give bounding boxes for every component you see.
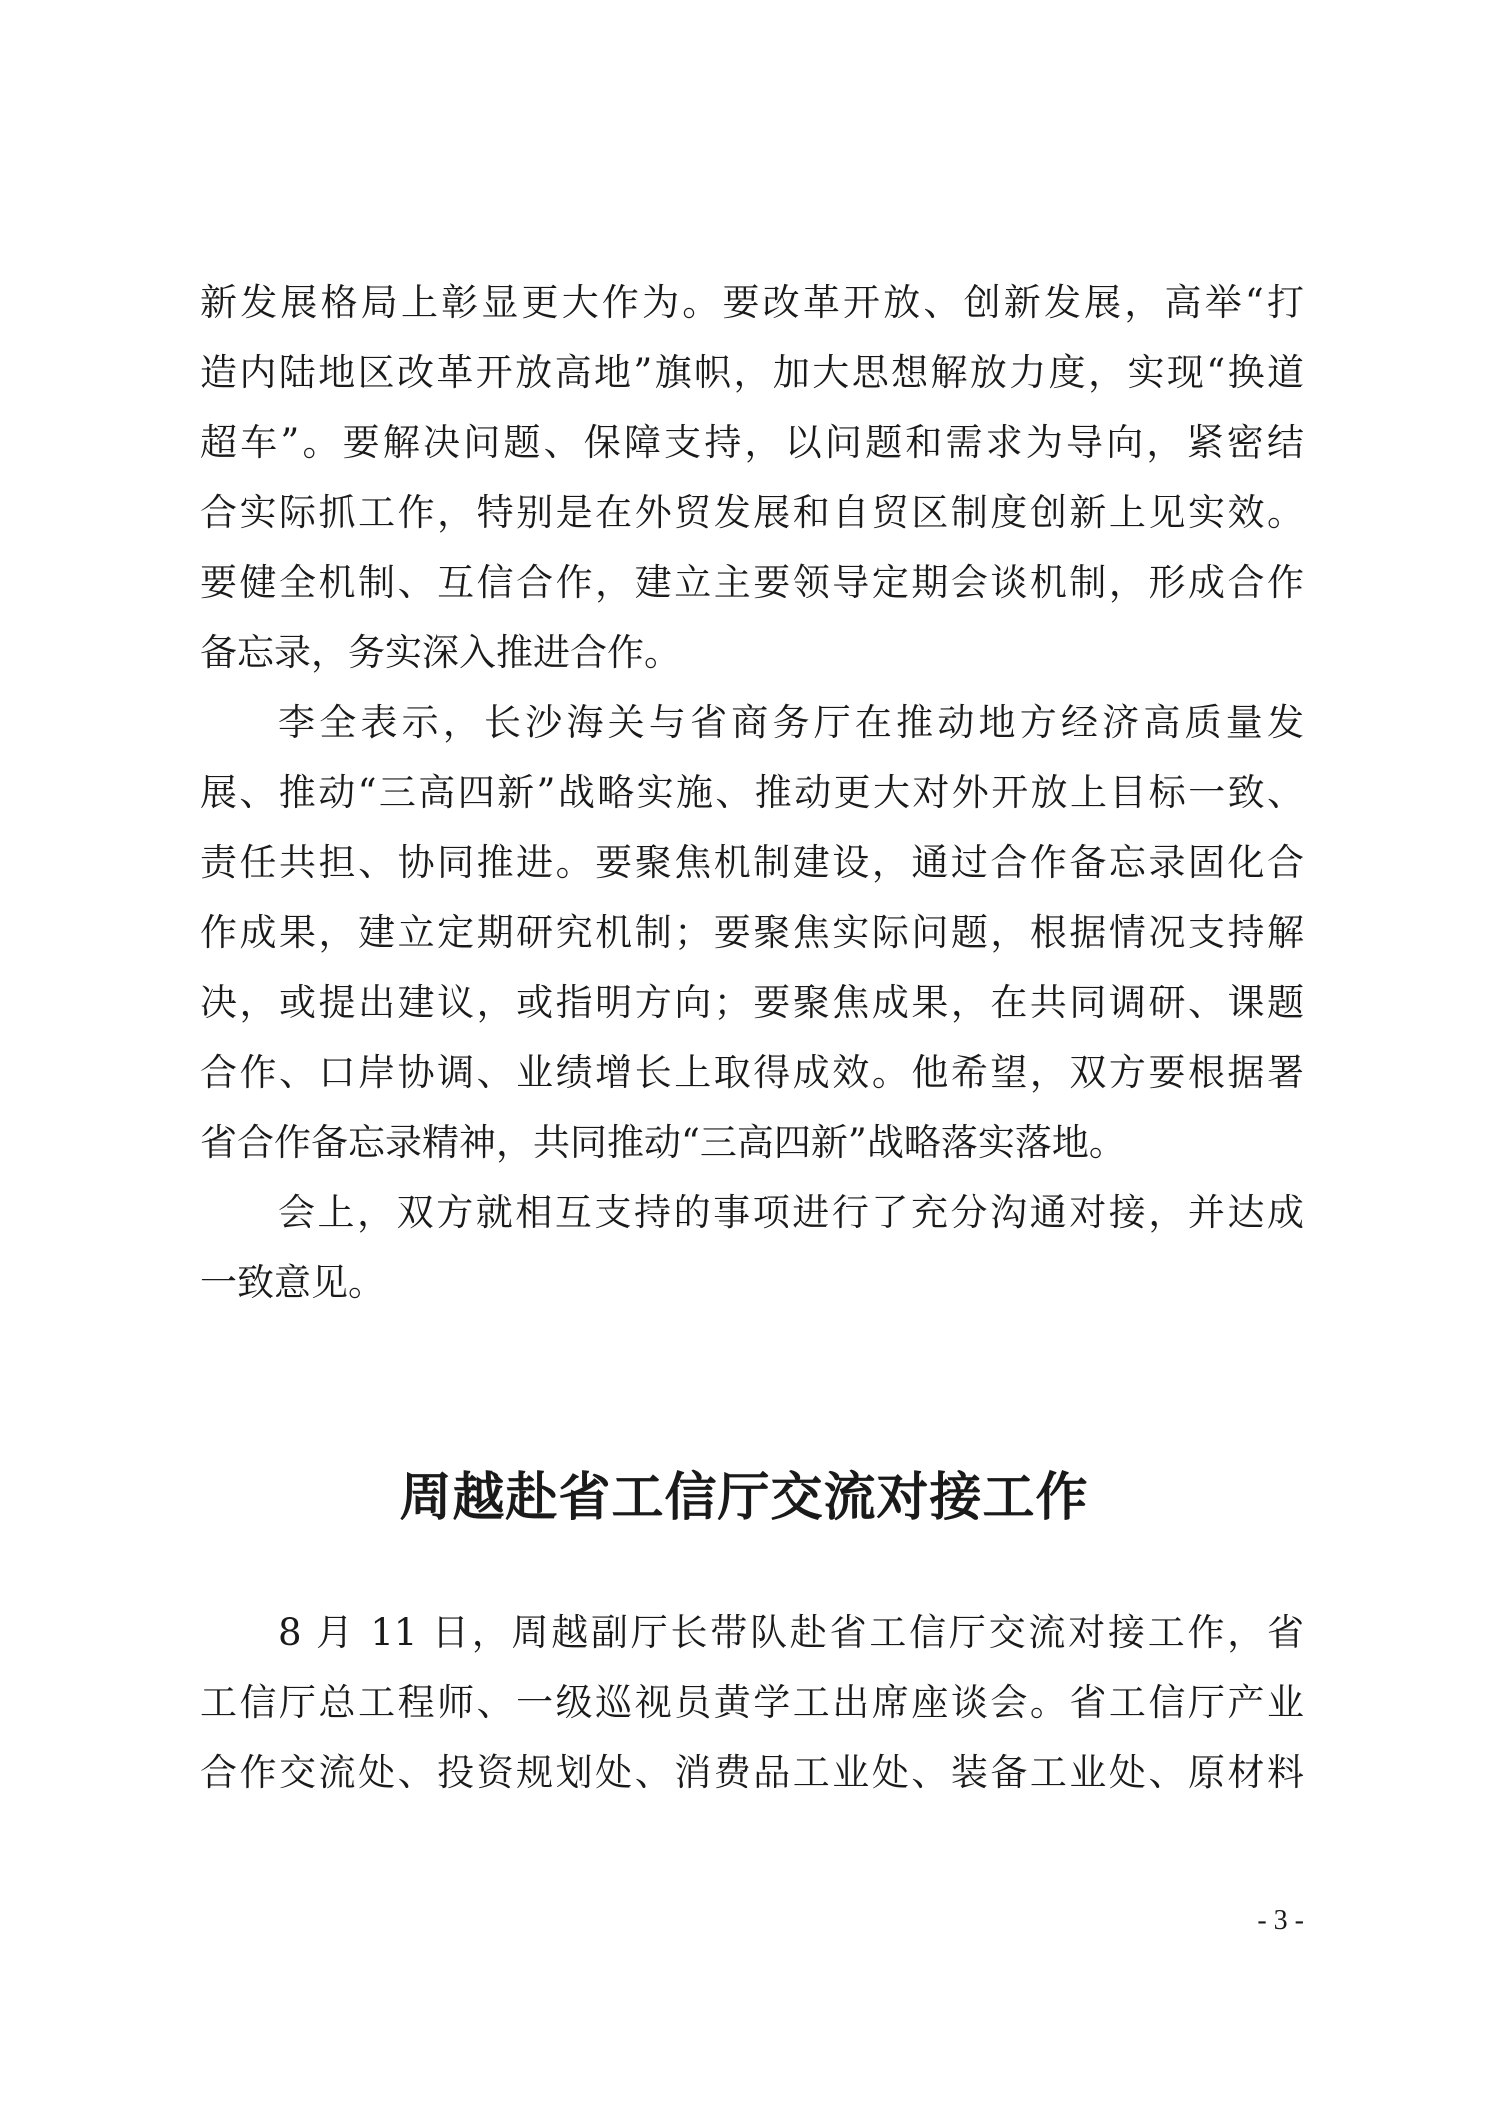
paragraph-line: 工信厅总工程师、一级巡视员黄学工出席座谈会。省工信厅产业 (200, 1681, 1304, 1724)
paragraph-line: 会上，双方就相互支持的事项进行了充分沟通对接，并达成 (278, 1191, 1304, 1234)
paragraph-line: 新发展格局上彰显更大作为。要改革开放、创新发展，高举“打 (200, 281, 1304, 324)
paragraph-line: 李全表示，长沙海关与省商务厅在推动地方经济高质量发 (278, 701, 1304, 744)
paragraph-line: 一致意见。 (200, 1261, 385, 1304)
paragraph-line: 8 月 11 日，周越副厅长带队赴省工信厅交流对接工作，省 (278, 1611, 1304, 1654)
paragraph-line: 超车”。要解决问题、保障支持，以问题和需求为导向，紧密结 (200, 421, 1304, 464)
paragraph-line: 合作、口岸协调、业绩增长上取得成效。他希望，双方要根据署 (200, 1051, 1304, 1094)
paragraph-line: 决，或提出建议，或指明方向；要聚焦成果，在共同调研、课题 (200, 981, 1304, 1024)
paragraph-line: 省合作备忘录精神，共同推动“三高四新”战略落实落地。 (200, 1121, 1126, 1164)
paragraph-line: 合实际抓工作，特别是在外贸发展和自贸区制度创新上见实效。 (200, 491, 1304, 534)
paragraph-2 (200, 688, 1304, 1178)
paragraph-line: 作成果，建立定期研究机制；要聚焦实际问题，根据情况支持解 (200, 911, 1304, 954)
page-number: - 3 - (1257, 1905, 1304, 1936)
paragraph-line: 合作交流处、投资规划处、消费品工业处、装备工业处、原材料 (200, 1751, 1304, 1794)
paragraph-line: 备忘录，务实深入推进合作。 (200, 631, 681, 674)
paragraph-line: 要健全机制、互信合作，建立主要领导定期会谈机制，形成合作 (200, 561, 1304, 604)
paragraph-4 (200, 1598, 1304, 1808)
paragraph-line: 责任共担、协同推进。要聚焦机制建设，通过合作备忘录固化合 (200, 841, 1304, 884)
paragraph-1 (200, 268, 1304, 688)
section-title: 周越赴省工信厅交流对接工作 (399, 1467, 1089, 1528)
paragraph-line: 展、推动“三高四新”战略实施、推动更大对外开放上目标一致、 (200, 771, 1304, 814)
paragraph-3 (200, 1178, 1304, 1318)
paragraph-line: 造内陆地区改革开放高地”旗帜，加大思想解放力度，实现“换道 (200, 351, 1304, 394)
